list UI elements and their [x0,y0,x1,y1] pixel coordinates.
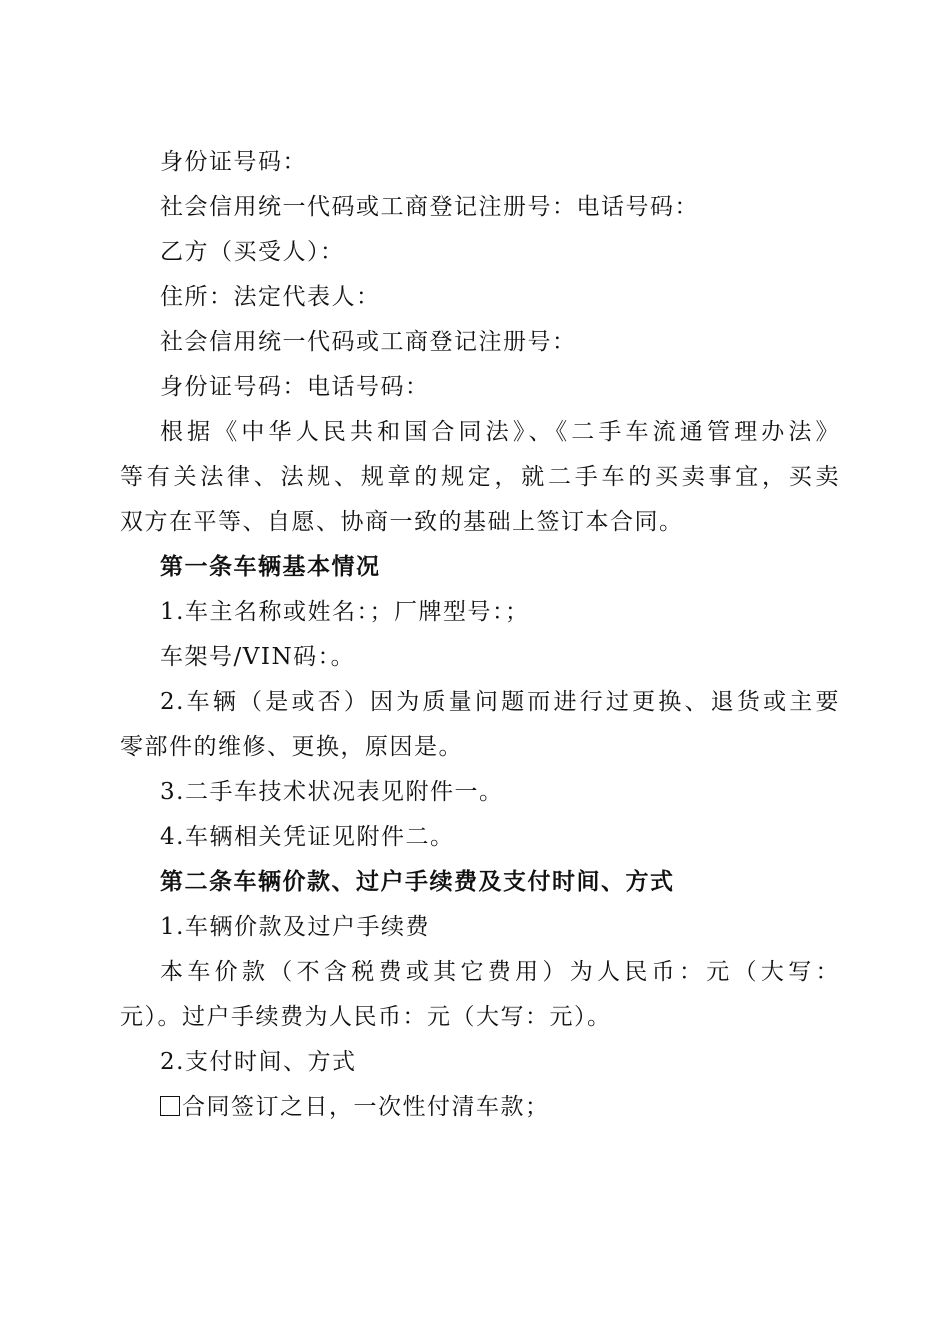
article-two-heading: 第二条车辆价款、过户手续费及支付时间、方式 [160,868,675,895]
party-b-id-phone-line: 身份证号码：电话号码： [160,374,430,400]
preamble-line-2: 等有关法律、法规、规章的规定，就二手车的买卖事宜，买卖 [120,464,840,490]
vehicle-documents-line: 4.车辆相关凭证见附件二。 [160,824,455,850]
payment-option-line [160,1091,840,1123]
party-b-line: 乙方（买受人）： [160,239,345,265]
id-number-line: 身份证号码： [160,149,307,175]
preamble-line-1: 根据《中华人民共和国合同法》、《二手车流通管理办法》 [160,419,840,445]
empty-checkbox-icon [160,1096,180,1116]
party-b-credit-code-line: 社会信用统一代码或工商登记注册号： [160,329,577,355]
price-line-2: 元）。过户手续费为人民币：元（大写：元）。 [120,1004,612,1030]
technical-status-line: 3.二手车技术状况表见附件一。 [160,779,504,805]
credit-code-phone-line: 社会信用统一代码或工商登记注册号：电话号码： [160,194,699,220]
quality-issue-line-2: 零部件的维修、更换，原因是。 [120,734,463,760]
price-line-1: 本车价款（不含税费或其它费用）为人民币：元（大写： [160,959,840,985]
article-one-heading: 第一条车辆基本情况 [160,553,381,580]
preamble-line-3: 双方在平等、自愿、协商一致的基础上签订本合同。 [120,509,684,535]
owner-brand-line: 1.车主名称或姓名：；厂牌型号：； [160,599,530,625]
quality-issue-line-1: 2.车辆（是或否）因为质量问题而进行过更换、退货或主要 [160,689,840,715]
payment-subheading: 2.支付时间、方式 [160,1049,357,1075]
vin-line: 车架号/VIN码：。 [160,644,356,670]
address-representative-line: 住所：法定代表人： [160,284,381,310]
payment-option-text: 合同签订之日，一次性付清车款； [182,1094,550,1120]
price-fee-subheading: 1.车辆价款及过户手续费 [160,914,430,940]
